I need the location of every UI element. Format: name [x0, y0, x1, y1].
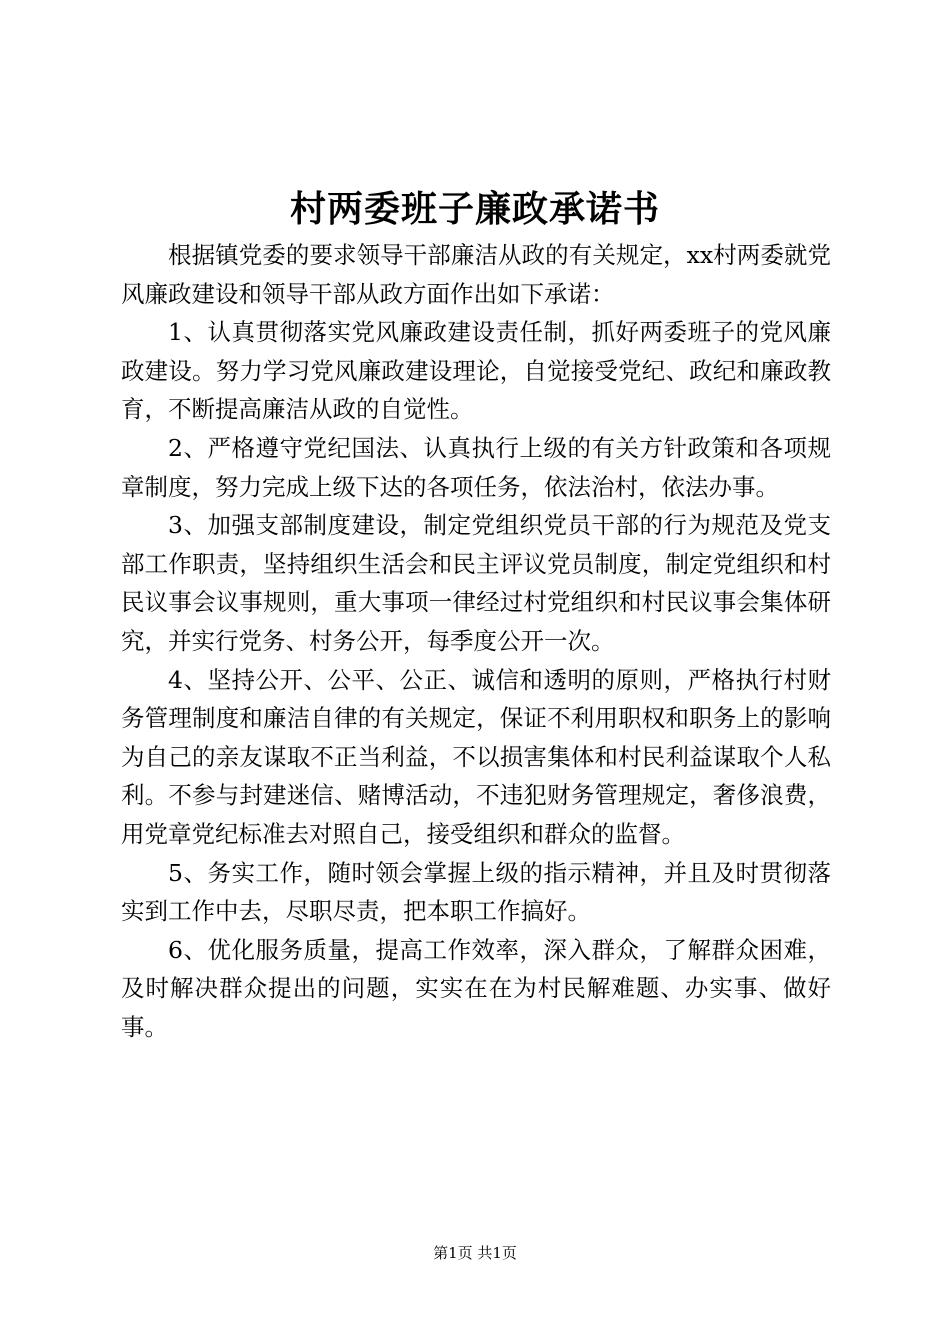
- commitment-item-4: 4、坚持公开、公平、公正、诚信和透明的原则，严格执行村财务管理制度和廉洁自律的有关规定，保证不利用职权和职务上的影响为自己的亲友谋取不正当利益，不以损害集体和村民利益谋取个人私利。不参与封建迷信、赌博活动，不违犯财务管理规定，奢侈浪费，用党章党纪标准去对照自己，接受组织和群众的监督。: [121, 665, 831, 848]
- commitment-item-2: 2、严格遵守党纪国法、认真执行上级的有关方针政策和各项规章制度，努力完成上级下达的各项任务，依法治村，依法办事。: [121, 433, 831, 501]
- document-body: [121, 236, 831, 1046]
- document-title: 村两委班子廉政承诺书: [289, 188, 660, 230]
- commitment-item-3: 3、加强支部制度建设，制定党组织党员干部的行为规范及党支部工作职责，坚持组织生活会和民主评议党员制度，制定党组织和村民议事会议事规则，重大事项一律经过村党组织和村民议事会集体研究，并实行党务、村务公开，每季度公开一次。: [121, 511, 831, 655]
- commitment-item-5: 5、务实工作，随时领会掌握上级的指示精神，并且及时贯彻落实到工作中去，尽职尽责，把本职工作搞好。: [121, 858, 831, 926]
- intro-paragraph: 根据镇党委的要求领导干部廉洁从政的有关规定，xx村两委就党风廉政建设和领导干部从政方面作出如下承诺：: [121, 241, 831, 308]
- page-number-footer: 第1页 共1页: [433, 1244, 517, 1262]
- commitment-item-1: 1、认真贯彻落实党风廉政建设责任制，抓好两委班子的党风廉政建设。努力学习党风廉政建设理论，自觉接受党纪、政纪和廉政教育，不断提高廉洁从政的自觉性。: [121, 318, 831, 424]
- commitment-item-6: 6、优化服务质量，提高工作效率，深入群众，了解群众困难，及时解决群众提出的问题，实实在在为村民解难题、办实事、做好事。: [121, 935, 831, 1041]
